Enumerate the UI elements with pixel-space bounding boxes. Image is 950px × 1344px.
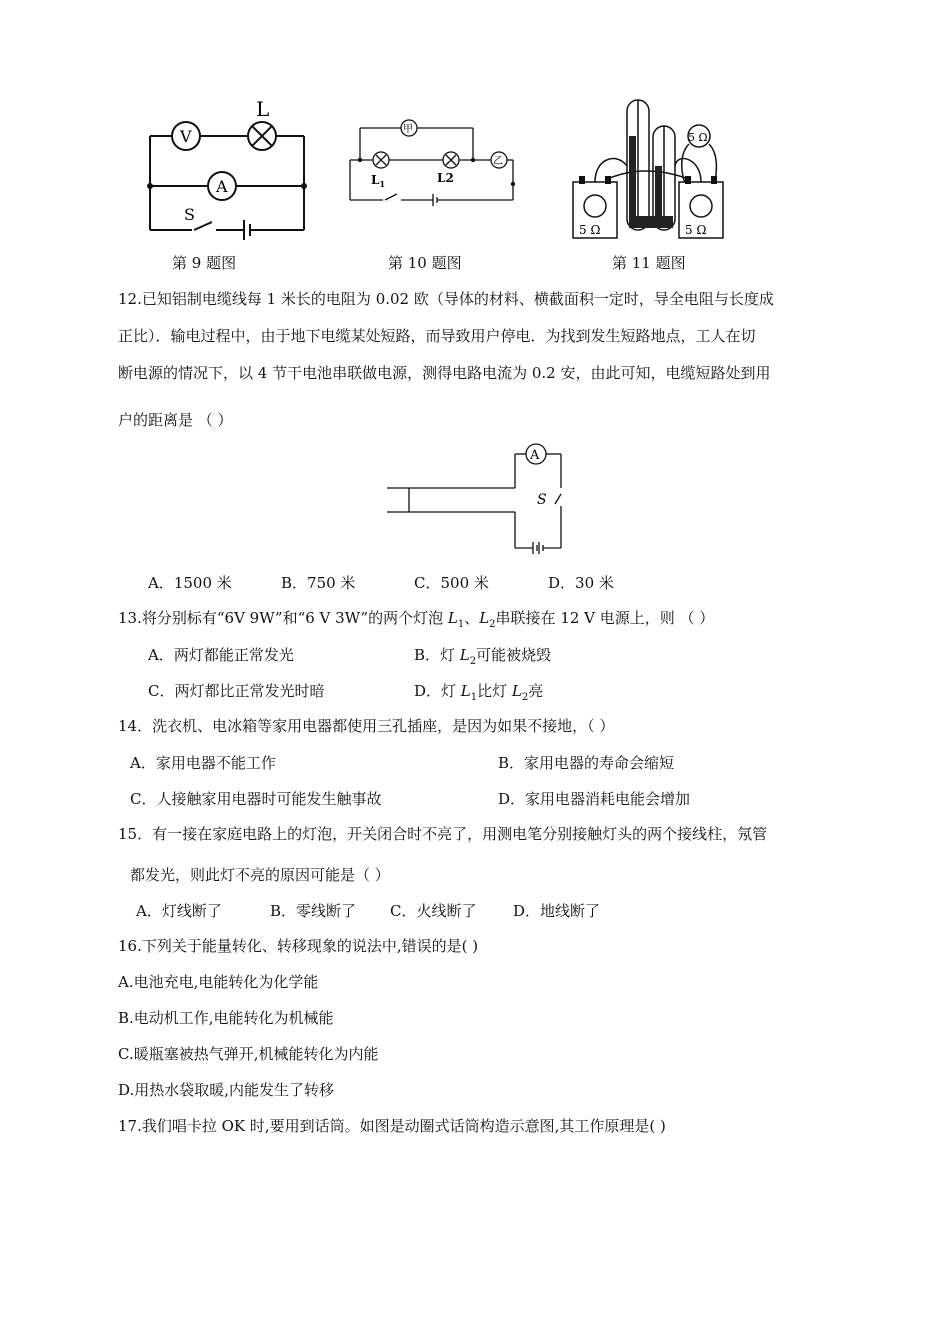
q14-stem: 14．洗衣机、电冰箱等家用电器都使用三孔插座，是因为如果不接地，（ ） <box>118 717 615 735</box>
q12-option-c[interactable]: C．500 米 <box>414 574 489 592</box>
resistor-right-label: 5 Ω <box>685 223 707 237</box>
figure-10-caption: 第 10 题图 <box>388 254 462 272</box>
ammeter-label: A <box>216 177 228 196</box>
q12-ammeter-label: A <box>530 448 540 463</box>
q16-stem: 16.下列关于能量转化、转移现象的说法中,错误的是( ) <box>118 937 479 955</box>
resistor-top-label: 5 Ω <box>688 131 708 144</box>
meter-yi-label: 乙 <box>493 156 503 167</box>
resistor-left-label: 5 Ω <box>579 223 601 237</box>
q16-option-d[interactable]: D.用热水袋取暖,内能发生了转移 <box>118 1081 335 1099</box>
q12-line-3: 断电源的情况下，以 4 节干电池串联做电源，测得电路电流为 0.2 安，由此可知，电缆短路处到用 <box>118 364 771 382</box>
q13-option-d[interactable]: D．灯 $L_1$比灯 $L_2$亮 <box>414 682 544 703</box>
q15-option-d[interactable]: D．地线断了 <box>513 902 601 920</box>
lamp-l1-label: $L_1$ <box>371 173 386 189</box>
q12-line-1: 12.已知铝制电缆线每 1 米长的电阻为 0.02 欧（导体的材料、横截面积一定时，导全电阻与长度成 <box>118 290 774 308</box>
q12-option-b[interactable]: B．750 米 <box>281 574 356 592</box>
q13-stem: 13.将分别标有“6V 9W”和“6 V 3W”的两个灯泡 $L_1$、$L_2$串联接在 12 V 电源上，则 （ ） <box>118 609 715 630</box>
q14-option-b[interactable]: B．家用电器的寿命会缩短 <box>498 754 675 772</box>
q14-option-c[interactable]: C．人接触家用电器时可能发生触事故 <box>130 790 382 808</box>
q12-option-a[interactable]: A．1500 米 <box>148 574 232 592</box>
figure-10-circuit <box>345 118 525 208</box>
q16-option-a[interactable]: A.电池充电,电能转化为化学能 <box>118 973 319 991</box>
voltmeter-label: V <box>180 127 192 146</box>
q14-option-d[interactable]: D．家用电器消耗电能会增加 <box>498 790 691 808</box>
q13-option-a[interactable]: A．两灯都能正常发光 <box>148 646 294 664</box>
figure-11-caption: 第 11 题图 <box>612 254 686 272</box>
q15-line-1: 15．有一接在家庭电路上的灯泡，开关闭合时不亮了，用测电笔分别接触灯头的两个接线柱，氖管 <box>118 825 768 843</box>
q12-switch-label: S <box>537 492 547 508</box>
q12-cable-circuit <box>385 440 585 560</box>
q15-option-a[interactable]: A．灯线断了 <box>136 902 222 920</box>
figure-9-circuit <box>140 96 310 246</box>
meter-jia-label: 甲 <box>403 124 413 135</box>
q17-stem: 17.我们唱卡拉 OK 时,要用到话筒。如图是动圈式话筒构造示意图,其工作原理是( ) <box>118 1117 666 1135</box>
figure-11-apparatus <box>565 96 725 246</box>
q16-option-b[interactable]: B.电动机工作,电能转化为机械能 <box>118 1009 334 1027</box>
figure-9-caption: 第 9 题图 <box>172 254 237 272</box>
q15-option-c[interactable]: C．火线断了 <box>390 902 477 920</box>
q13-option-c[interactable]: C．两灯都比正常发光时暗 <box>148 682 325 700</box>
lamp-label: L <box>256 97 270 121</box>
q13-option-b[interactable]: B．灯 $L_2$可能被烧毁 <box>414 646 552 667</box>
q12-option-d[interactable]: D．30 米 <box>548 574 614 592</box>
q14-option-a[interactable]: A．家用电器不能工作 <box>130 754 276 772</box>
lamp-l2-label: L2 <box>437 171 454 185</box>
q12-line-4: 户的距离是 （ ） <box>118 411 233 429</box>
q12-line-2: 正比）．输电过程中，由于地下电缆某处短路，而导致用户停电．为找到发生短路地点，工人在切 <box>118 327 756 345</box>
q15-option-b[interactable]: B．零线断了 <box>270 902 357 920</box>
q15-line-2: 都发光，则此灯不亮的原因可能是（ ） <box>130 866 390 884</box>
switch-label: S <box>184 205 195 224</box>
q16-option-c[interactable]: C.暖瓶塞被热气弹开,机械能转化为内能 <box>118 1045 379 1063</box>
